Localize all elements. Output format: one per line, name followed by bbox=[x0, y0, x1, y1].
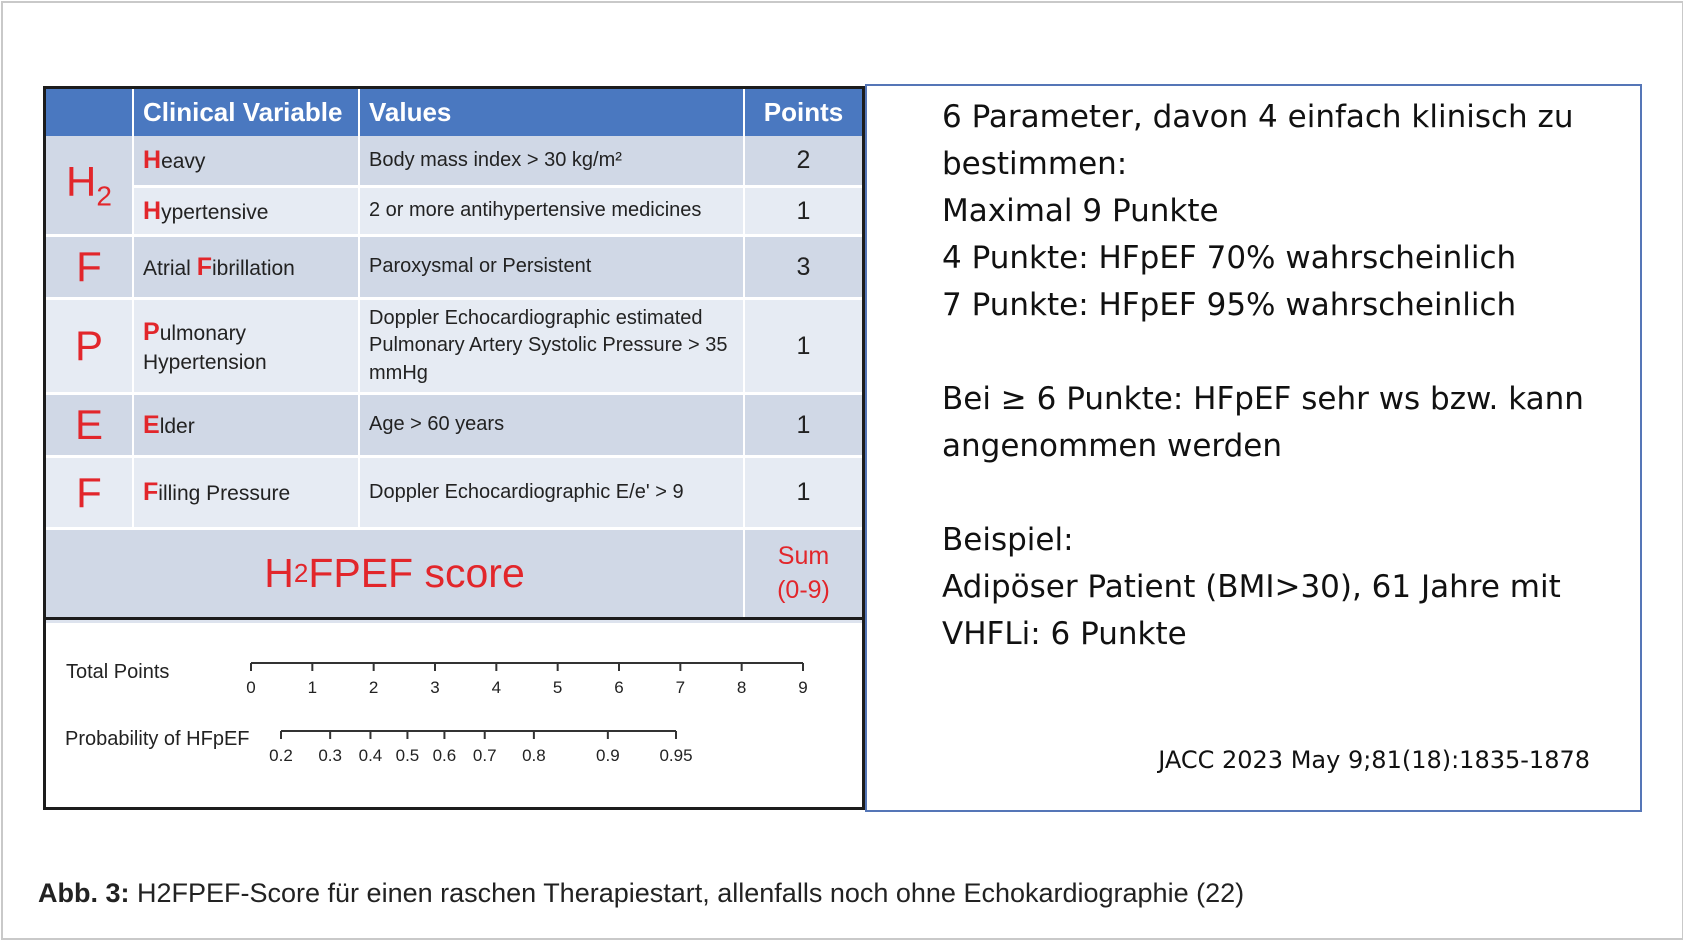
total-points-tick-label: 2 bbox=[368, 678, 379, 697]
total-points-tick-label: 1 bbox=[307, 678, 318, 697]
probability-tick-label: 0.9 bbox=[596, 746, 620, 765]
table-row-pulmonary-hypertension bbox=[46, 300, 862, 395]
sum-cell: Sum (0-9) bbox=[777, 541, 830, 604]
panel-line-6-points: Bei ≥ 6 Punkte: HFpEF sehr ws bzw. kann angenommen werden bbox=[942, 381, 1584, 464]
letter-f-filling: F bbox=[76, 468, 102, 516]
points-hypertensive: 1 bbox=[796, 196, 811, 225]
score-row bbox=[46, 530, 862, 620]
letter-p: P bbox=[74, 322, 103, 369]
probability-tick-label: 0.5 bbox=[395, 746, 420, 765]
total-points-tick-label: 8 bbox=[736, 678, 747, 697]
probability-tick-label: 0.7 bbox=[472, 746, 497, 765]
citation: JACC 2023 May 9;81(18):1835-1878 bbox=[1158, 746, 1590, 774]
header-values: Values bbox=[360, 89, 745, 136]
header-points: Points bbox=[763, 97, 844, 127]
panel-line-example-heading: Beispiel: bbox=[942, 522, 1074, 558]
value-elder: Age > 60 years bbox=[369, 413, 505, 436]
total-points-tick-label: 9 bbox=[798, 678, 808, 697]
variable-filling-pressure: Filling Pressure bbox=[143, 478, 291, 507]
table-row-elder bbox=[46, 395, 862, 458]
value-pulmonary-hypertension: Doppler Echocardiographic estimated Pulmonary Artery Systolic Pressure > 35 mmHg bbox=[369, 306, 728, 384]
probability-label: Probability of HFpEF bbox=[65, 728, 250, 750]
points-elder: 1 bbox=[796, 410, 811, 439]
total-points-tick-label: 5 bbox=[552, 678, 563, 697]
table-row-atrial-fibrillation bbox=[46, 237, 862, 300]
h2-letter: $H_2$ bbox=[66, 157, 112, 212]
probability-tick-label: 0.3 bbox=[318, 746, 342, 765]
points-heavy: 2 bbox=[796, 146, 811, 174]
caption-label: Abb. 3: bbox=[38, 878, 130, 908]
total-points-tick-label: 7 bbox=[675, 678, 686, 697]
value-hypertensive: 2 or more antihypertensive medicines bbox=[369, 199, 702, 222]
variable-heavy: Heavy bbox=[143, 146, 206, 175]
caption-text: H2FPEF-Score für einen raschen Therapiestart, allenfalls noch ohne Echokardiographie (22) bbox=[129, 878, 1245, 908]
header-clinical-variable: Clinical Variable bbox=[134, 89, 360, 136]
total-points-tick-label: 6 bbox=[614, 678, 624, 697]
table-header-row bbox=[46, 89, 862, 136]
table-row-hypertensive bbox=[134, 188, 862, 237]
value-heavy: Body mass index > 30 kg/m² bbox=[369, 148, 622, 171]
letter-f-atrial: F bbox=[76, 243, 102, 290]
panel-line-7-points: 7 Punkte: HFpEF 95% wahrscheinlich bbox=[942, 287, 1517, 323]
letter-e: E bbox=[74, 401, 103, 448]
points-atrial-fibrillation: 3 bbox=[796, 252, 811, 281]
total-points-tick-label: 4 bbox=[491, 678, 502, 697]
value-atrial-fibrillation: Paroxysmal or Persistent bbox=[369, 255, 592, 278]
score-title: H 2 FPEF score bbox=[46, 530, 745, 617]
points-filling-pressure: 1 bbox=[796, 478, 811, 506]
total-points-tick-label: 0 bbox=[246, 678, 256, 697]
header-letter-cell bbox=[46, 89, 134, 136]
h2-letter-cell bbox=[46, 136, 134, 237]
value-filling-pressure: Doppler Echocardiographic E/e' > 9 bbox=[369, 480, 684, 503]
probability-tick-label: 0.4 bbox=[358, 746, 383, 765]
probability-tick-label: 0.95 bbox=[659, 746, 693, 765]
panel-line-max: Maximal 9 Punkte bbox=[942, 193, 1219, 229]
panel-line-parameters: 6 Parameter, davon 4 einfach klinisch zu bestimmen: bbox=[942, 99, 1574, 182]
table-row-heavy bbox=[134, 136, 862, 188]
h2fpef-score-table bbox=[43, 86, 865, 810]
variable-hypertensive: Hypertensive bbox=[143, 196, 269, 225]
points-pulmonary-hypertension: 1 bbox=[796, 331, 811, 360]
variable-atrial-fibrillation: Atrial Fibrillation bbox=[143, 252, 295, 281]
nomogram bbox=[46, 623, 862, 807]
total-points-label: Total Points bbox=[66, 661, 170, 683]
probability-tick-label: 0.2 bbox=[269, 746, 293, 765]
variable-elder: Elder bbox=[143, 410, 195, 439]
variable-pulmonary-hypertension: Pulmonary Hypertension bbox=[143, 318, 267, 374]
table-row-filling-pressure bbox=[46, 458, 862, 530]
nomogram-scales bbox=[46, 623, 862, 807]
explanation-panel bbox=[865, 84, 1642, 812]
panel-text bbox=[942, 94, 1622, 658]
panel-line-4-points: 4 Punkte: HFpEF 70% wahrscheinlich bbox=[942, 240, 1517, 276]
panel-line-example: Adipöser Patient (BMI>30), 61 Jahre mit VHFLi: 6 Punkte bbox=[942, 569, 1561, 652]
probability-tick-label: 0.6 bbox=[432, 746, 457, 765]
figure-caption bbox=[38, 878, 1244, 909]
total-points-tick-label: 3 bbox=[430, 678, 440, 697]
probability-tick-label: 0.8 bbox=[522, 746, 546, 765]
